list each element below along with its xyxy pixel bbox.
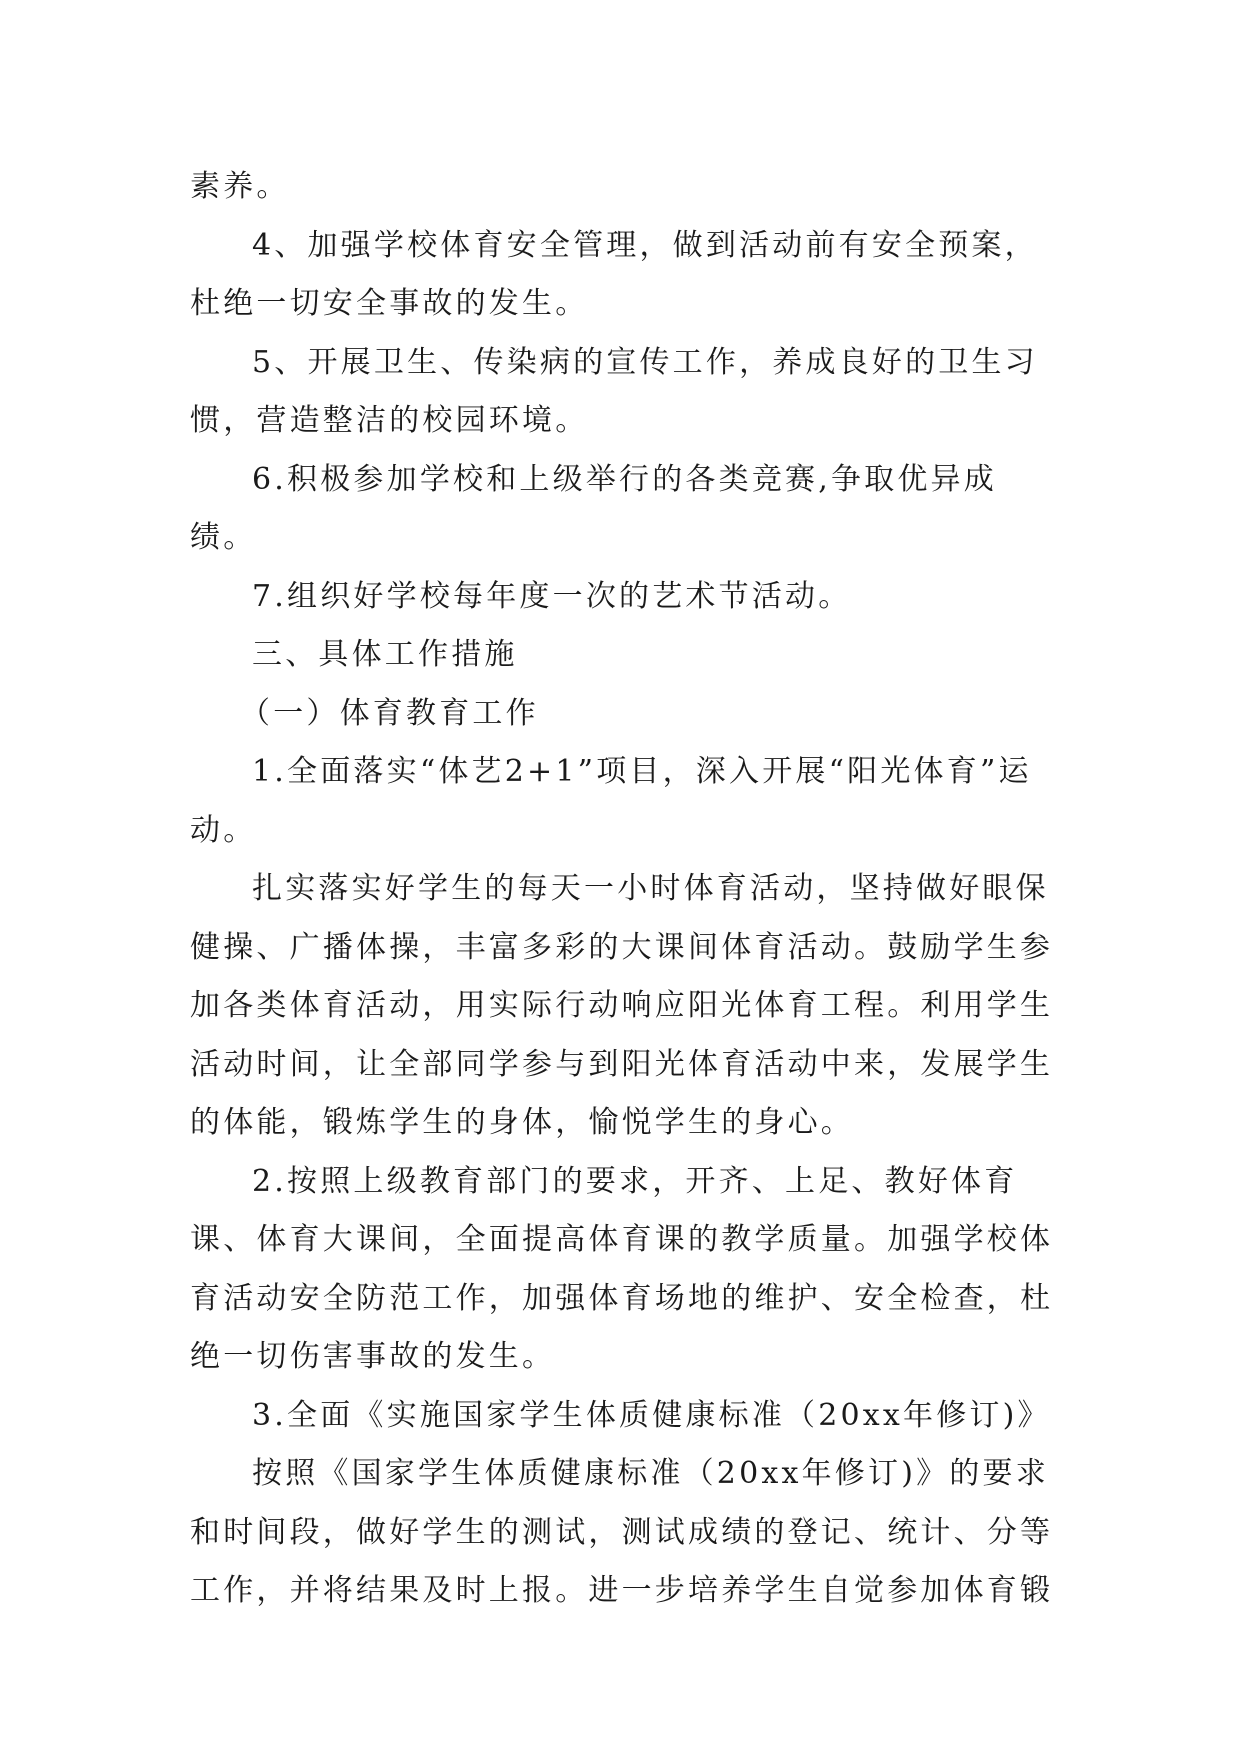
paragraph-item-6: 6.积极参加学校和上级举行的各类竞赛,争取优异成绩。 <box>190 461 997 555</box>
paragraph-item-7: 7.组织好学校每年度一次的艺术节活动。 <box>252 578 852 614</box>
paragraph-item-5: 5、开展卫生、传染病的宣传工作，养成良好的卫生习惯，营造整洁的校园环境。 <box>190 344 1038 438</box>
section-heading-measures: 三、具体工作措施 <box>252 637 518 672</box>
paragraph-measure-1: 1.全面落实“体艺2+1”项目，深入开展“阳光体育”运动。 <box>190 754 1032 848</box>
paragraph-continuation: 素养。 <box>190 169 290 204</box>
paragraph-measure-3: 3.全面《实施国家学生体质健康标准（20xx年修订)》 <box>252 1397 1051 1433</box>
paragraph-measure-2: 2.按照上级教育部门的要求，开齐、上足、教好体育课、体育大课间，全面提高体育课的教学质量。加强学校体育活动安全防范工作，加强体育场地的维护、安全检查，杜绝一切伤害事故的发生。 <box>190 1163 1054 1374</box>
paragraph-item-4: 4、加强学校体育安全管理，做到活动前有安全预案，杜绝一切安全事故的发生。 <box>190 227 1038 321</box>
subsection-heading-pe: （一）体育教育工作 <box>240 695 539 731</box>
document-body <box>190 158 1060 1621</box>
paragraph-measure-1-detail: 扎实落实好学生的每天一小时体育活动，坚持做好眼保健操、广播体操，丰富多彩的大课间体育活动。鼓励学生参加各类体育活动，用实际行动响应阳光体育工程。利用学生活动时间，让全部同学参与到阳光体育活动中来，发展学生的体能，锻炼学生的身体，愉悦学生的身心。 <box>190 871 1054 1140</box>
paragraph-measure-3-detail: 按照《国家学生体质健康标准（20xx年修订)》的要求和时间段，做好学生的测试，测试成绩的登记、统计、分等工作，并将结果及时上报。进一步培养学生自觉参加体育锻 <box>190 1456 1054 1608</box>
